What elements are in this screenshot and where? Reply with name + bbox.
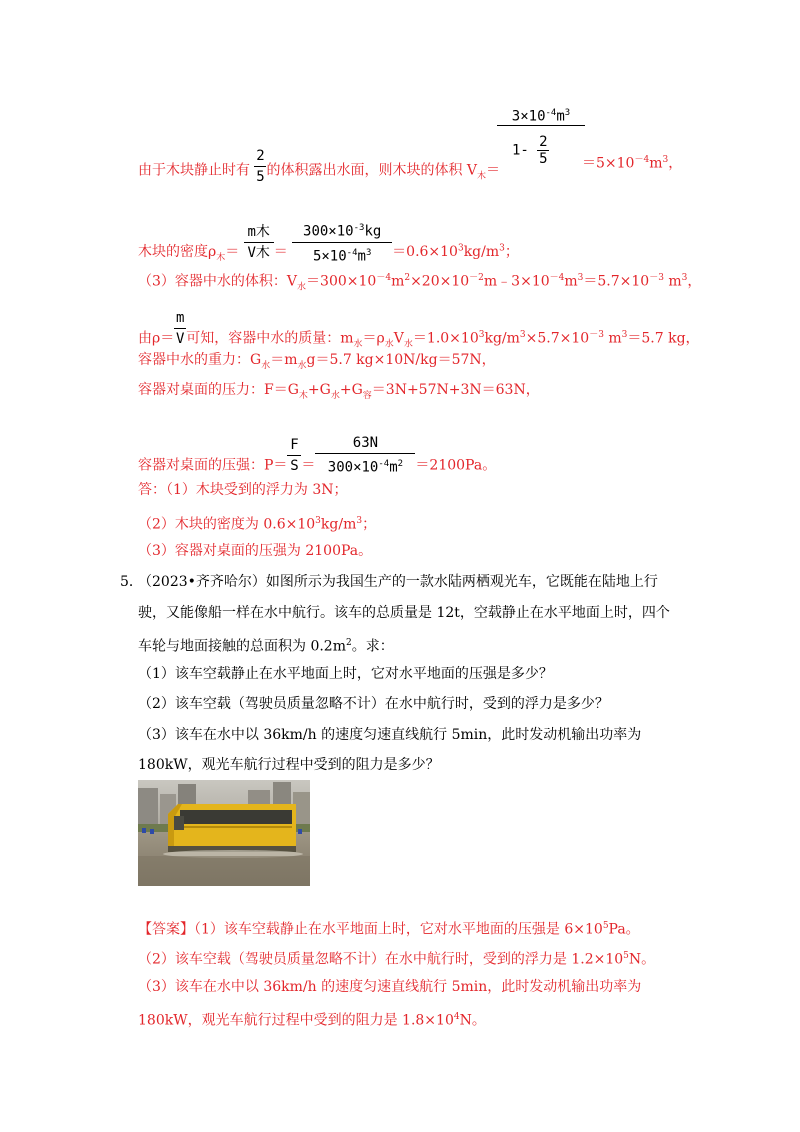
fraction-denominator: 5×10 [312, 248, 347, 265]
text: （2）该车空载（驾驶员质量忽略不计）在水中航行时，受到的浮力是 1.2×10 [138, 951, 624, 968]
answer-line-a2 [138, 946, 655, 970]
subscript: 水 [261, 360, 271, 371]
answer-line-1: 答：（1）木块受到的浮力为 3N； [138, 482, 348, 498]
answer-line-3: （3）容器对桌面的压强为 2100Pa。 [138, 543, 373, 559]
text: +G [307, 382, 331, 398]
text: N。 [628, 951, 656, 968]
volume-fraction-denominator [512, 134, 549, 167]
subscript: 水 [403, 339, 413, 350]
text: 由于木块静止时有 [138, 162, 250, 179]
exponent: 2 [397, 459, 404, 469]
fraction-numerator: 300×10 [303, 223, 354, 240]
unit: m [649, 155, 663, 172]
answer-line-2 [138, 511, 376, 535]
exponent: －3 [589, 329, 604, 340]
text: m [603, 330, 622, 347]
text: ＝5.7×10 [583, 273, 650, 290]
subscript: 木 [298, 390, 308, 401]
exponent: 2 [346, 638, 352, 648]
fraction-numerator: m木 [247, 223, 270, 240]
sub-question-3-line-1: （3）该车在水中以 36km/h 的速度匀速直线航行 5min，此时发动机输出功率为 [138, 727, 642, 743]
sub-question-3-line-2: 180kW，观光车航行过程中受到的阻力是多少？ [138, 757, 440, 773]
text: m [564, 273, 578, 290]
text: （2）木块的密度为 0.6×10 [138, 516, 316, 533]
text: 容器对桌面的压力：F＝G [138, 382, 299, 398]
answer-line-a1 [138, 916, 640, 940]
text: ； [362, 516, 377, 533]
exponent: 3 [499, 243, 505, 254]
answer-line-a3-2 [138, 1007, 486, 1031]
inner-fraction [537, 134, 549, 167]
text: （3）容器中水的体积：V [138, 273, 298, 290]
text: 由ρ＝ [138, 330, 175, 347]
text: 180kW，观光车航行过程中受到的阻力是 1.8×10 [138, 1012, 454, 1029]
answer-label: 【答案】 [138, 921, 194, 938]
text: V [393, 330, 404, 347]
unit: m [556, 108, 565, 125]
equals: ＝ [225, 244, 240, 261]
pressure-value-fraction [315, 433, 415, 478]
unit: m [357, 248, 366, 265]
density-fraction [244, 222, 274, 263]
text: ×20×10 [410, 273, 470, 290]
fraction-denominator: V木 [247, 244, 270, 261]
exponent: 5 [623, 951, 629, 961]
text: ＝1.0×10 [412, 330, 479, 347]
fraction-denominator: V [176, 331, 185, 347]
question-line-1: （2023•齐齐哈尔）如图所示为我国生产的一款水陆两栖观光车，它既能在陆地上行 [138, 574, 658, 590]
text: ＝2100Pa。 [415, 457, 497, 474]
exponent: 3 [662, 155, 669, 165]
text: N。 [459, 1012, 486, 1029]
subscript: 水 [297, 282, 307, 293]
pressure-fraction [287, 435, 301, 476]
density-value-fraction [292, 218, 392, 266]
text: g＝5.7 kg×10N/kg＝57N， [306, 352, 496, 368]
mass-volume-fraction [174, 308, 186, 349]
text: 。求： [351, 638, 394, 655]
sub-question-1: （1）该车空载静止在水平地面上时，它对水平地面的压强是多少？ [138, 666, 553, 682]
subscript: 水 [297, 360, 307, 371]
inner-denominator: 5 [539, 151, 548, 167]
exponent: 3 [365, 247, 372, 258]
subscript: 容 [362, 390, 372, 401]
exponent: 3 [681, 273, 688, 283]
text-line-1 [138, 150, 500, 191]
subscript: 水 [330, 390, 340, 401]
exponent: -4 [545, 108, 557, 118]
question-number: 5． [120, 574, 143, 590]
text: ＝m [270, 352, 298, 368]
exponent: 3 [577, 273, 584, 283]
exponent: 3 [356, 516, 363, 526]
unit: kg/m [463, 244, 500, 261]
text: +G [339, 382, 363, 398]
exponent: 3 [519, 329, 526, 340]
text: 容器对桌面的压强：P＝ [138, 457, 288, 474]
equals: ＝ [273, 244, 288, 261]
fraction-denominator: S [290, 457, 299, 474]
text: ×5.7×10 [525, 330, 590, 347]
exponent: －4 [549, 273, 565, 283]
fraction-denominator: 5 [256, 169, 265, 185]
subscript: 木 [216, 252, 226, 263]
text: （1）该车空载静止在水平地面上时，它对水平地面的压强是 6×10 [194, 921, 603, 938]
denominator-text: 1- [512, 142, 529, 159]
text: kg/m [320, 516, 357, 533]
text: ， [687, 273, 702, 290]
exponent: 3 [621, 329, 628, 340]
exponent: －4 [634, 155, 650, 165]
inner-numerator: 2 [539, 134, 548, 150]
fraction-numerator: m [176, 310, 185, 326]
fraction-numerator: 3×10 [511, 108, 546, 125]
text: ＝5.7 kg， [627, 330, 700, 347]
text: 容器中水的重力：G [138, 352, 262, 368]
text: 车轮与地面接触的总面积为 0.2m [138, 638, 346, 655]
result: ＝5×10 [582, 155, 635, 172]
exponent: －3 [649, 273, 664, 283]
exponent: -4 [346, 247, 358, 258]
text: m [391, 273, 405, 290]
subscript: 水 [384, 339, 394, 350]
result: ＝0.6×10 [392, 244, 458, 261]
subscript: 木 [477, 171, 487, 182]
text: ＝ρ [362, 330, 385, 347]
exponent: －2 [469, 273, 484, 283]
exponent: 3 [564, 108, 571, 118]
unit: kg [364, 223, 382, 240]
volume-result [582, 150, 682, 174]
fraction-two-fifths [254, 146, 266, 187]
text: 的体积露出水面，则木块的体积 V [266, 162, 478, 179]
fraction-numerator: F [290, 436, 299, 453]
question-line-2: 驶，又能像船一样在水中航行。该车的总质量是 12t，空载静止在水平地面上时，四个 [138, 605, 670, 621]
exponent: 4 [453, 1012, 460, 1022]
exponent: 3 [457, 243, 464, 254]
unit: m [389, 459, 398, 476]
amphibious-bus-photo [138, 780, 310, 886]
text: ＝300×10 [306, 273, 377, 290]
volume-fraction [497, 108, 585, 126]
text: 可知，容器中水的质量：m [186, 330, 354, 347]
exponent: －4 [376, 273, 392, 283]
text: Pa。 [608, 921, 640, 938]
punct: ； [504, 244, 519, 261]
text-line-6 [138, 380, 540, 406]
equals: ＝ [301, 457, 316, 474]
answer-line-a3-1: （3）该车在水中以 36km/h 的速度匀速直线航行 5min，此时发动机输出功率为 [138, 979, 642, 995]
text: kg/m [484, 330, 520, 347]
fraction-numerator: 63N [352, 435, 379, 451]
exponent: 3 [478, 329, 485, 340]
text-line-3 [138, 268, 701, 297]
exponent: 2 [404, 273, 411, 283]
question-line-3 [138, 633, 394, 657]
text: ＝3N+57N+3N＝63N， [371, 382, 540, 398]
exponent: -4 [378, 459, 390, 469]
equals: ＝ [486, 162, 501, 179]
exponent: 3 [315, 516, 321, 526]
fraction-numerator: 2 [256, 148, 265, 164]
sub-question-2: （2）该车空载（驾驶员质量忽略不计）在水中航行时，受到的浮力是多少？ [138, 696, 609, 712]
punct: ， [668, 155, 683, 172]
volume-formula [497, 108, 585, 126]
exponent: -3 [353, 223, 365, 233]
fraction-denominator: 300×10 [327, 459, 379, 476]
subscript: 水 [353, 339, 363, 350]
text-line-5 [138, 350, 496, 376]
text: m﹣3×10 [483, 273, 550, 290]
exponent: 5 [602, 921, 609, 931]
text: m [663, 273, 682, 290]
text: 木块的密度ρ [138, 244, 217, 261]
